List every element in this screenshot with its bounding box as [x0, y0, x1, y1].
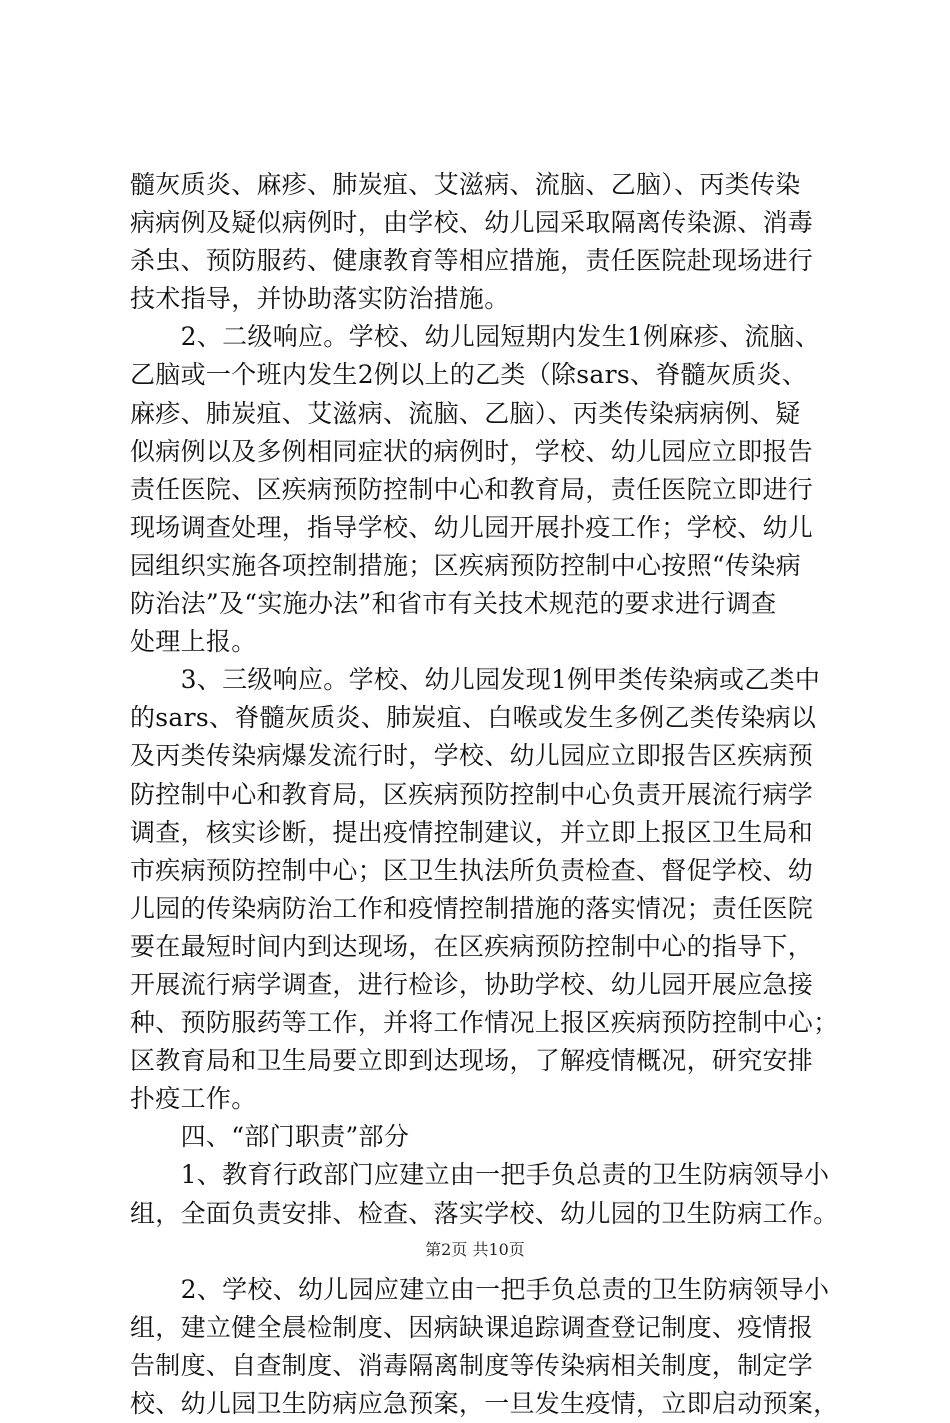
text-line: 髓灰质炎、麻疹、肺炭疽、艾滋病、流脑、乙脑）、丙类传染 [130, 170, 801, 199]
text-line: 乙脑或一个班内发生2例以上的乙类（除sars、脊髓灰质炎、 [130, 360, 808, 390]
page-number-label: 第2页 共10页 [425, 1240, 525, 1259]
text-line: 杀虫、预防服药、健康教育等相应措施，责任医院赴现场进行 [130, 246, 814, 276]
text-line: 防控制中心和教育局，区疾病预防控制中心负责开展流行病学 [130, 779, 814, 809]
text-line: 2、学校、幼儿园应建立由一把手负总责的卫生防病领导小 [130, 1274, 830, 1304]
text-line: 的sars、脊髓灰质炎、肺炭疽、白喉或发生多例乙类传染病以 [130, 703, 817, 733]
text-line: 组，建立健全晨检制度、因病缺课追踪调查登记制度、疫情报 [130, 1312, 814, 1342]
text-line: 似病例以及多例相同症状的病例时，学校、幼儿园应立即报告 [130, 436, 814, 466]
text-line: 种、预防服药等工作，并将工作情况上报区疾病预防控制中心； [130, 1008, 839, 1038]
text-line: 园组织实施各项控制措施；区疾病预防控制中心按照“传染病 [130, 550, 801, 580]
text-line: 1、教育行政部门应建立由一把手负总责的卫生防病领导小 [130, 1160, 830, 1190]
text-line: 麻疹、肺炭疽、艾滋病、流脑、乙脑）、丙类传染病病例、疑 [130, 398, 801, 428]
text-line: 四、“部门职责”部分 [130, 1122, 410, 1152]
text-line: 2、二级响应。学校、幼儿园短期内发生1例麻疹、流脑、 [130, 322, 821, 352]
text-line: 校、幼儿园卫生防病应急预案，一旦发生疫情，立即启动预案， [130, 1388, 839, 1418]
text-line: 告制度、自查制度、消毒隔离制度等传染病相关制度，制定学 [130, 1350, 814, 1380]
text-line: 责任医院、区疾病预防控制中心和教育局，责任医院立即进行 [130, 474, 814, 504]
text-line: 要在最短时间内到达现场，在区疾病预防控制中心的指导下， [130, 931, 814, 961]
document-body [130, 166, 839, 1423]
text-line: 儿园的传染病防治工作和疫情控制措施的落实情况；责任医院 [130, 893, 814, 923]
text-line: 处理上报。 [130, 627, 257, 657]
text-line: 开展流行病学调查，进行检诊，协助学校、幼儿园开展应急接 [130, 969, 814, 999]
text-line: 区教育局和卫生局要立即到达现场，了解疫情概况，研究安排 [130, 1046, 814, 1076]
text-line: 现场调查处理，指导学校、幼儿园开展扑疫工作；学校、幼儿 [130, 512, 814, 542]
text-line: 病病例及疑似病例时，由学校、幼儿园采取隔离传染源、消毒 [130, 208, 814, 238]
text-line: 市疾病预防控制中心；区卫生执法所负责检查、督促学校、幼 [130, 855, 814, 885]
text-line: 及丙类传染病爆发流行时，学校、幼儿园应立即报告区疾病预 [130, 741, 814, 771]
text-line: 扑疫工作。 [130, 1084, 257, 1114]
page-footer [0, 1237, 950, 1260]
text-line: 组，全面负责安排、检查、落实学校、幼儿园的卫生防病工作。 [130, 1198, 839, 1228]
text-line: 3、三级响应。学校、幼儿园发现1例甲类传染病或乙类中 [130, 665, 821, 695]
text-line: 技术指导，并协助落实防治措施。 [130, 284, 510, 314]
text-line: 防治法”及“实施办法”和省市有关技术规范的要求进行调查 [130, 589, 777, 619]
text-line: 调查，核实诊断，提出疫情控制建议，并立即上报区卫生局和 [130, 817, 814, 847]
